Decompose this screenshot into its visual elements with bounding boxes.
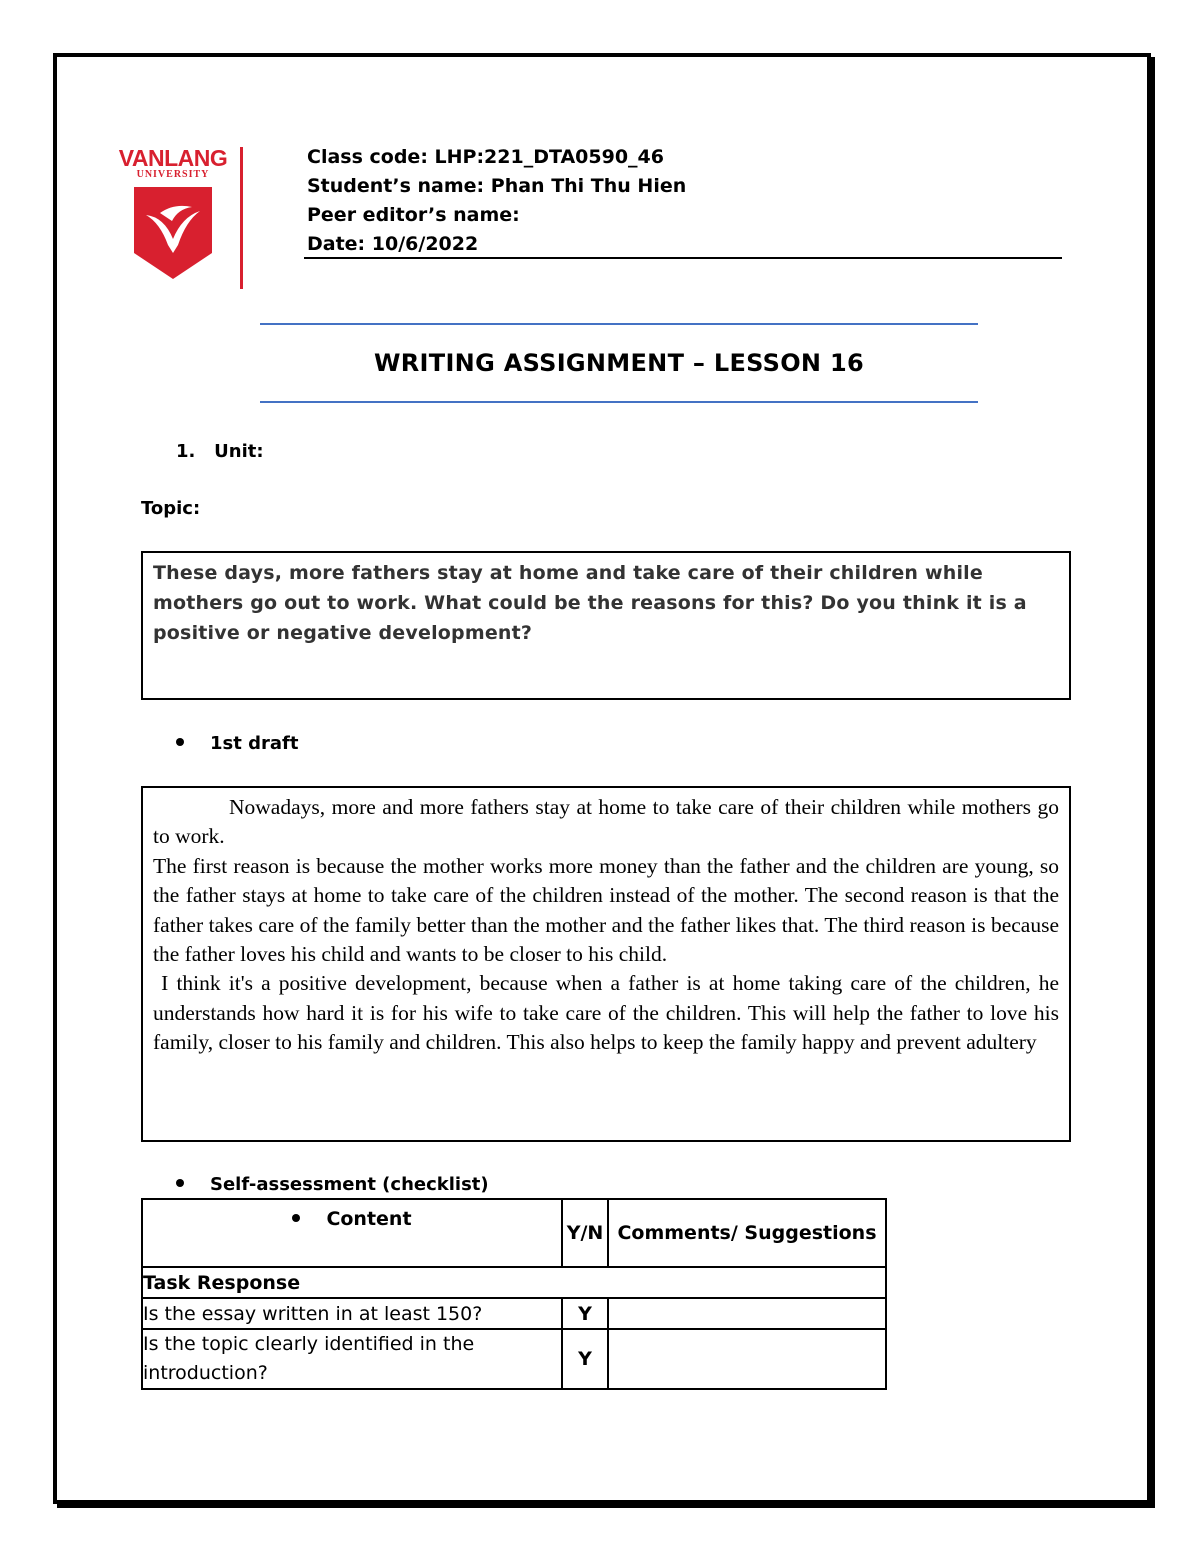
title-rule-top — [260, 323, 978, 325]
checklist-heading — [176, 1174, 489, 1195]
draft-heading — [176, 733, 298, 754]
header-content: Content — [142, 1199, 562, 1267]
draft-box — [141, 786, 1071, 1142]
header-comments: Comments/ Suggestions — [608, 1199, 886, 1267]
page-title: WRITING ASSIGNMENT – LESSON 16 — [374, 349, 864, 377]
comment-cell — [608, 1298, 886, 1329]
draft-paragraph: I think it's a positive development, because when a father is at home taking care of the children, he understands how hard it is for his wife to take care of the children. This will help the father to love his family, closer to his family and children. This also helps to keep the family happy and prevent adultery — [153, 971, 1065, 1055]
comment-cell — [608, 1329, 886, 1389]
section-title: Task Response — [142, 1267, 886, 1298]
university-logo — [112, 145, 242, 290]
question-cell: Is the topic clearly identified in the introduction? — [142, 1329, 562, 1389]
question-cell: Is the essay written in at least 150? — [142, 1298, 562, 1329]
title-rule-bottom — [260, 401, 978, 403]
peer-editor-name: Peer editor’s name: — [307, 204, 520, 226]
header-yn: Y/N — [562, 1199, 608, 1267]
logo-wordmark: VANLANG — [118, 145, 228, 171]
bullet-icon — [292, 1214, 300, 1222]
header-rule — [304, 257, 1062, 259]
draft-label: 1st draft — [210, 733, 299, 754]
logo-divider — [240, 147, 243, 289]
checklist-label: Self-assessment (checklist) — [210, 1174, 489, 1195]
topic-box — [141, 551, 1071, 700]
class-code: Class code: LHP:221_DTA0590_46 — [307, 146, 665, 168]
bullet-icon — [176, 1179, 184, 1187]
shield-icon — [134, 187, 212, 279]
header-info — [307, 143, 686, 259]
table-row — [142, 1298, 886, 1329]
answer-cell: Y — [562, 1329, 608, 1389]
table-row — [142, 1329, 886, 1389]
checklist-table — [141, 1198, 887, 1390]
logo-subtitle: UNIVERSITY — [136, 169, 210, 180]
date: Date: 10/6/2022 — [307, 233, 479, 255]
unit-label: 1. Unit: — [176, 441, 264, 462]
section-row — [142, 1267, 886, 1298]
answer-cell: Y — [562, 1298, 608, 1329]
draft-paragraph: The first reason is because the mother works more money than the father and the children are young, so the father stays at home to take care of the children instead of the mother. The second reason is that the father takes care of the family better than the mother and the father likes that. The third reason is because the father loves his child and wants to be closer to his child. — [153, 853, 1059, 967]
topic-text: These days, more fathers stay at home and take care of their children while mothers go out to work. What could be the reasons for this? Do you think it is a positive or negative development? — [153, 562, 1027, 644]
table-header-row — [142, 1199, 886, 1267]
draft-paragraph: Nowadays, more and more fathers stay at home to take care of their children while mothers go to work. — [153, 795, 1059, 849]
student-name: Student’s name: Phan Thi Thu Hien — [307, 175, 687, 197]
topic-label: Topic: — [141, 498, 201, 519]
bullet-icon — [176, 738, 184, 746]
